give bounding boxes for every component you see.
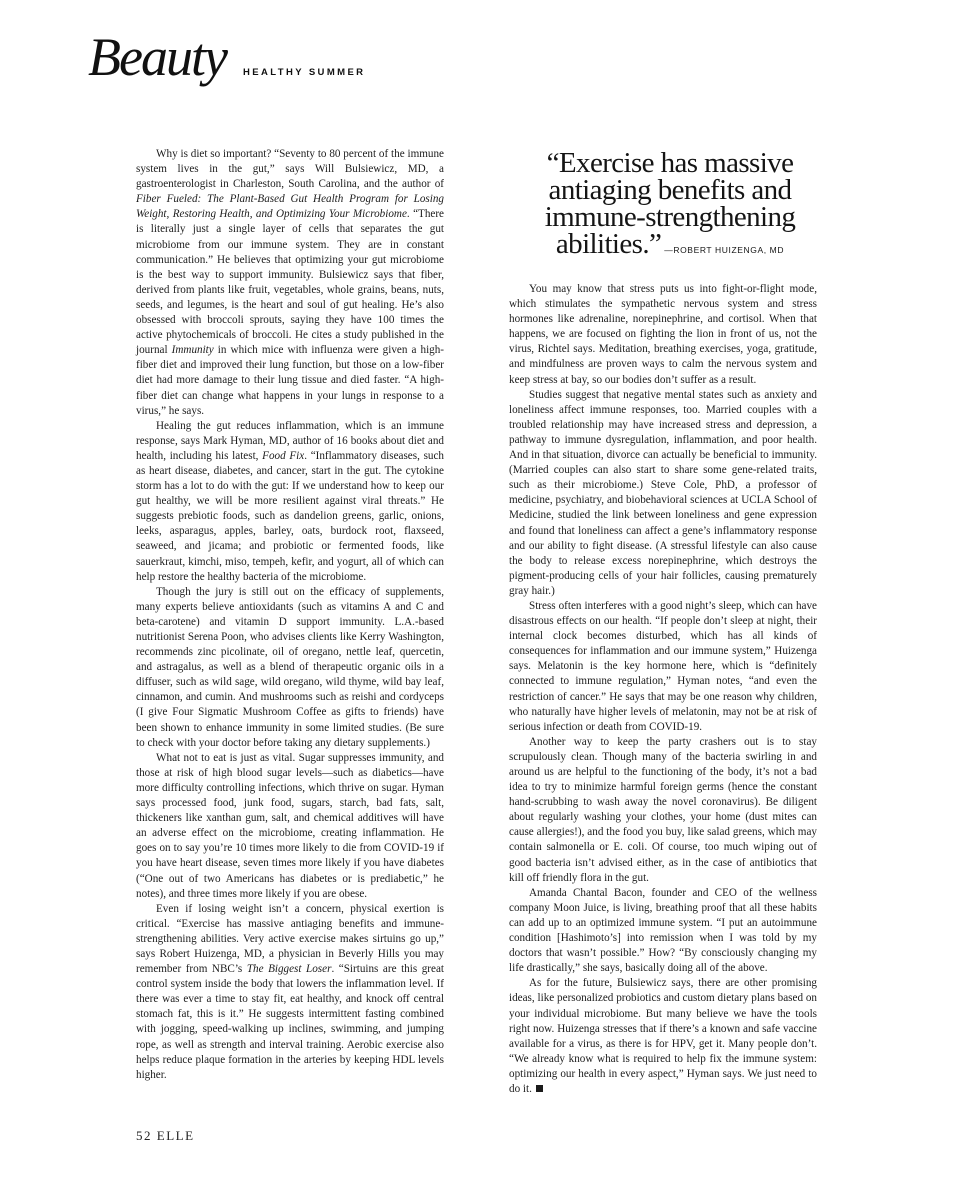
paragraph: Another way to keep the party crashers out is to stay scrupulously clean. Though many of the bacteria swirling in and around us are helpful to the functioning of the body, it’s not a bad idea to try to minimize harmful foreign germs (hence the constant hand-scrubbing to wash away the novel coronavirus). Be diligent about regularly washing your clothes, your home (dust mites can cause allergies!), and the food you buy, like salad greens, which may contain salmonella or E. coli. Of course, too much wiping out of good bacteria isn’t advised either, as in the case of antibiotics that kill off friendly flora in the gut.	[509, 735, 817, 884]
journal-title: Immunity	[171, 344, 214, 357]
show-title: The Biggest Loser	[246, 963, 332, 976]
pull-quote	[505, 147, 835, 264]
pull-quote-attribution: —ROBERT HUIZENGA, MD	[664, 245, 785, 255]
paragraph: You may know that stress puts us into fight-or-flight mode, which stimulates the sympathetic nervous system and stress hormones like adrenaline, norepinephrine, and cortisol. When that happens, we are focused on fighting the lion in front of us, not the virus, Richtel says. Meditation, breathing exercises, yoga, gratitude, and mindfulness are proven ways to calm the nervous system and keep stress at bay, so our bodies don’t suffer as a result.	[509, 283, 817, 386]
paragraph: Amanda Chantal Bacon, founder and CEO of the wellness company Moon Juice, is living, breathing proof that all these habits can add up to an optimized immune system. “I put an autoimmune condition [Hashimoto’s] into remission when I was told by my doctors that wasn’t possible.” How? “By consciously changing my life drastically,” she says, basically doing all of the above.	[509, 886, 817, 975]
paragraph: Healing the gut reduces inflammation, which is an immune response, says Mark Hyman, MD, author of 16 books about diet and health, including his latest, Food Fix. “Inflammatory diseases, such as heart disease, diabetes, and cancer, start in the gut. The cytokine storm has a lot to do with the gut: If we understand how to keep our gut healthy, we will be more resilient against viral threats.” He suggests prebiotic foods, such as dandelion greens, garlic, onions, leeks, asparagus, apples, barley, oats, burdock root, flaxseed, seaweed, and jicama; and probiotic or fermented foods, like sauerkraut, kimchi, miso, tempeh, kefir, and yogurt, all of which can help restore the healthy bacteria of the microbiome.	[136, 419, 444, 583]
paragraph: Though the jury is still out on the efficacy of supplements, many experts believe antioxidants (such as vitamins A and C and beta-carotene) and vitamin D support immunity. L.A.-based nutritionist Serena Poon, who advises clients like Kerry Washington, recommends zinc picolinate, oil of oregano, nettle leaf, quercetin, and astragalus, as well as a blend of therapeutic organic oils in a diffuser, such as wild sage, wild oregano, wild thyme, wild bay leaf, cinnamon, and cumin. And mushrooms such as reishi and cordyceps (I give Four Sigmatic Mushroom Coffee as gifts to friends) have been shown to enhance immunity in some limited studies. (Be sure to check with your doctor before taking any dietary supplements.)	[136, 585, 444, 749]
pull-quote-text: “Exercise has massive antiaging benefits and immune-strengthening abilities.”	[544, 147, 796, 260]
article-column-right	[509, 282, 817, 1097]
paragraph: Even if losing weight isn’t a concern, physical exertion is critical. “Exercise has massive antiaging benefits and immune-strengthening abilities. Very active exercise makes sirtuins go up,” says Robert Huizenga, MD, a physician in Beverly Hills you may remember from NBC’s The Biggest Loser. “Sirtuins are this great control system inside the body that lowers the inflammation level. If there was ever a time to stay fit, eat healthy, and knock off central stomach fat, this is it.” He suggests intermittent fasting combined with jogging, speed-walking up inclines, swimming, and jumping rope, as well as strength and interval training. Aerobic exercise also helps reduce plaque formation in the arteries by keeping HDL levels higher.	[136, 902, 444, 1081]
section-subtitle: HEALTHY SUMMER	[243, 67, 366, 78]
end-mark-icon	[536, 1085, 543, 1092]
paragraph: As for the future, Bulsiewicz says, there are other promising ideas, like personalized probiotics and custom dietary plans based on your individual microbiome. But many believe we have the tools right now. Huizenga stresses that if there’s a known and safe vaccine available for a virus, as there is for HPV, get it. Many people don’t. “We already know what is required to help fix the immune system: optimizing our health in every aspect,” Hyman says. We just need to do it.	[509, 977, 817, 1095]
paragraph: What not to eat is just as vital. Sugar suppresses immunity, and those at risk of high blood sugar levels—such as diabetics—have more difficulty controlling infections, which thrive on sugar. Hyman says processed food, junk food, sugars, starch, bad fats, salt, thickeners like xanthan gum, salt, and chemical additives will have an adverse effect on the microbiome, creating inflammation. He goes on to say you’re 10 times more likely to die from COVID-19 if you have heart disease, seven times more likely if you have diabetes (“One out of two Americans has diabetes or is prediabetic,” he notes), and three times more likely if you are obese.	[136, 751, 444, 900]
section-title: Beauty	[88, 27, 226, 87]
article-column-left	[136, 147, 444, 1083]
book-title: Food Fix	[262, 449, 305, 462]
paragraph: Stress often interferes with a good night’s sleep, which can have disastrous effects on our health. “If people don’t sleep at night, their internal clock becomes disturbed, which has all kinds of consequences for inflammation and our immune system,” Huizenga says. Melatonin is the key hormone here, which is “definitely connected to immune regulation,” Hyman notes, “and even the restriction of cancer.” He says that may be one reason why children, who naturally have higher levels of melatonin, may not be at risk of serious infection or death from COVID-19.	[509, 599, 817, 733]
magazine-name: ELLE	[156, 1128, 195, 1143]
page-number: 52	[136, 1128, 152, 1143]
paragraph: Why is diet so important? “Seventy to 80 percent of the immune system lives in the gut,” says Will Bulsiewicz, MD, a gastroenterologist in Charleston, South Carolina, and the author of Fiber Fueled: The Plant-Based Gut Health Program for Losing Weight, Restoring Health, and Optimizing Your Microbiome. “There is literally just a single layer of cells that separates the gut microbiome from our immune system. They are in constant communication.” He believes that optimizing your gut microbiome is the best way to support immunity. Bulsiewicz says that fiber, derived from plants like fruit, vegetables, whole grains, beans, nuts, seeds, and legumes, is the heart and soul of gut healing. He’s also obsessed with broccoli sprouts, saying they have 100 times the active phytochemicals of broccoli. He cites a study published in the journal Immunity in which mice with influenza were given a high-fiber diet and improved their lung function, but those on a low-fiber diet had more damage to their lung tissue and died faster. “A high-fiber diet can change what happens in your lungs in response to a virus,” he says.	[136, 148, 445, 417]
book-title: Fiber Fueled: The Plant-Based Gut Health Program for Losing Weight, Restoring Health, and Optimizing Your Microbiome	[136, 193, 444, 221]
paragraph: Studies suggest that negative mental states such as anxiety and loneliness affect immune responses, too. Married couples with a troubled relationship may have increased stress and depression, a pathway to immune dysregulation, inflammation, and poor health. And in that situation, divorce can actually be beneficial to immunity. (Married couples can also start to share some gene-related traits, such as their microbiome.) Steve Cole, PhD, a professor of medicine, psychiatry, and biobehavioral sciences at UCLA School of Medicine, studied the link between loneliness and gene expression and found that loneliness can affect a gene’s inflammatory response and our ability to fight disease. (A stressful lifestyle can also cause the body to release excess norepinephrine, which destroys the pigment-producing cells of your hair follicles, causing prematurely gray hair.)	[509, 388, 817, 597]
page-footer	[136, 1128, 195, 1144]
